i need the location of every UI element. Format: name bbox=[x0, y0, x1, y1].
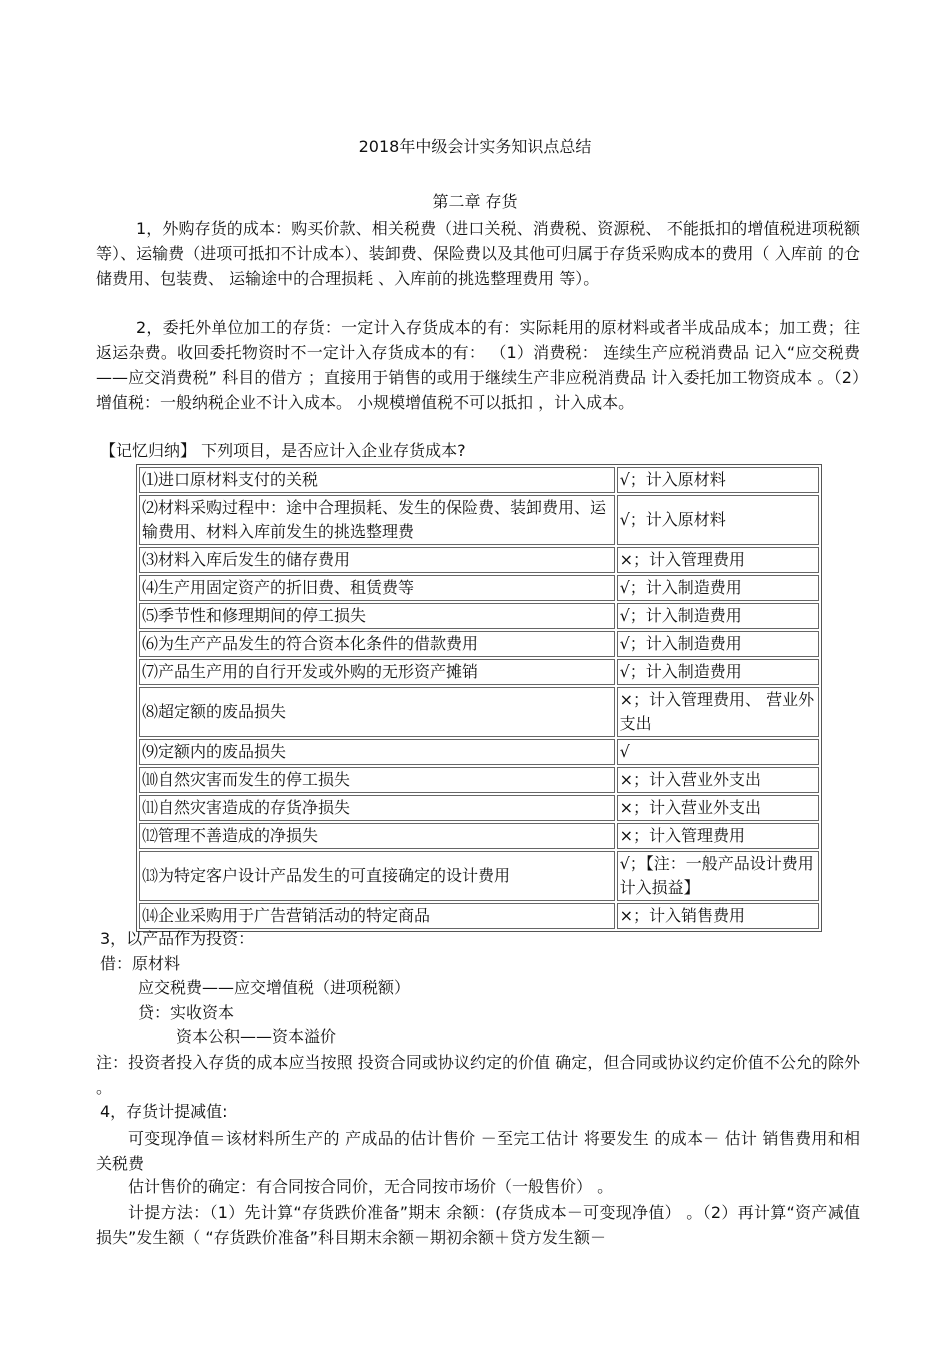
table-row bbox=[139, 903, 819, 929]
table-row bbox=[139, 795, 819, 821]
table-cell-result: √；计入制造费用 bbox=[617, 575, 819, 601]
table-row bbox=[139, 603, 819, 629]
table-row bbox=[139, 575, 819, 601]
section4-heading: 4，存货计提减值: bbox=[100, 1102, 228, 1121]
table-cell-item: ⒁企业采购用于广告营销活动的特定商品 bbox=[139, 903, 615, 929]
table-cell-result: ×；计入营业外支出 bbox=[617, 767, 819, 793]
paragraph-purchased-inventory-cost: 1，外购存货的成本：购买价款、相关税费（进口关税、消费税、资源税、 不能抵扣的增值税进项税额 等）、运输费（进项可抵扣不计成本）、装卸费、保险费以及其他可归属于存货采购成本的费用（ 入库前 的仓储费用、包装费、 运输途中的合理损耗 、入库前的挑选整理费用 等）。 bbox=[96, 219, 860, 288]
table-cell-item: ⑷生产用固定资产的折旧费、租赁费等 bbox=[139, 575, 615, 601]
journal-credit-line: 贷：实收资本 bbox=[138, 1003, 235, 1022]
table-cell-result: √ bbox=[617, 739, 819, 765]
inventory-cost-table bbox=[136, 464, 822, 932]
table-row bbox=[139, 659, 819, 685]
table-cell-item: ⑸季节性和修理期间的停工损失 bbox=[139, 603, 615, 629]
table-cell-item: ⒀为特定客户设计产品发生的可直接确定的设计费用 bbox=[139, 851, 615, 901]
table-cell-item: ⑼定额内的废品损失 bbox=[139, 739, 615, 765]
table-cell-item: ⑴进口原材料支付的关税 bbox=[139, 467, 615, 493]
table-row bbox=[139, 767, 819, 793]
table-cell-result: √；计入原材料 bbox=[617, 467, 819, 493]
table-cell-result: √；计入制造费用 bbox=[617, 659, 819, 685]
table-cell-result: ×；计入销售费用 bbox=[617, 903, 819, 929]
table-cell-item: ⑶材料入库后发生的储存费用 bbox=[139, 547, 615, 573]
table-row bbox=[139, 823, 819, 849]
table-cell-result: ×；计入管理费用、 营业外支出 bbox=[617, 687, 819, 737]
chapter-heading: 第二章 存货 bbox=[432, 192, 518, 211]
table-cell-item: ⑻超定额的废品损失 bbox=[139, 687, 615, 737]
document-title: 2018年中级会计实务知识点总结 bbox=[358, 137, 592, 156]
table-row bbox=[139, 851, 819, 901]
table-row bbox=[139, 687, 819, 737]
section3-note: 注：投资者投入存货的成本应当按照 投资合同或协议约定的价值 确定，但合同或协议约定价值不公允的除外 。 bbox=[96, 1053, 860, 1097]
table-cell-item: ⑺产品生产用的自行开发或外购的无形资产摊销 bbox=[139, 659, 615, 685]
net-realizable-value-formula: 可变现净值＝该材料所生产的 产成品的估计售价 －至完工估计 将要发生 的成本－ 估计 销售费用和相关税费 bbox=[96, 1129, 860, 1173]
table-cell-result: √；计入制造费用 bbox=[617, 603, 819, 629]
table-cell-item: ⑽自然灾害而发生的停工损失 bbox=[139, 767, 615, 793]
table-row bbox=[139, 547, 819, 573]
table-cell-item: ⑵材料采购过程中：途中合理损耗、发生的保险费、装卸费用、运输费用、材料入库前发生的挑选整理费 bbox=[139, 495, 615, 545]
table-cell-result: √；计入原材料 bbox=[617, 495, 819, 545]
table-cell-result: ×；计入营业外支出 bbox=[617, 795, 819, 821]
table-cell-item: ⑹为生产产品发生的符合资本化条件的借款费用 bbox=[139, 631, 615, 657]
table-cell-item: ⑿管理不善造成的净损失 bbox=[139, 823, 615, 849]
table-row bbox=[139, 467, 819, 493]
table-row bbox=[139, 739, 819, 765]
memory-heading: 【记忆归纳】 下列项目，是否应计入企业存货成本? bbox=[100, 441, 466, 460]
table-cell-result: ×；计入管理费用 bbox=[617, 547, 819, 573]
table-cell-result: √；【注：一般产品设计费用计入损益】 bbox=[617, 851, 819, 901]
estimated-price-rule: 估计售价的确定：有合同按合同价，无合同按市场价（一般售价） 。 bbox=[128, 1177, 614, 1196]
table-row bbox=[139, 495, 819, 545]
journal-credit-surplus-line: 资本公积——资本溢价 bbox=[176, 1027, 337, 1046]
table-cell-item: ⑾自然灾害造成的存货净损失 bbox=[139, 795, 615, 821]
table-row bbox=[139, 631, 819, 657]
journal-debit-line: 借：原材料 bbox=[100, 954, 181, 973]
journal-debit-tax-line: 应交税费——应交增值税（进项税额） bbox=[138, 978, 411, 997]
section3-heading: 3，以产品作为投资： bbox=[100, 929, 255, 948]
provision-method: 计提方法：（1）先计算“存货跌价准备”期末 余额：(存货成本－可变现净值） 。（2）再计算“资产减值损失”发生额（ “存货跌价准备”科目期末余额－期初余额＋贷方发生额－ bbox=[96, 1203, 860, 1247]
table-cell-result: √；计入制造费用 bbox=[617, 631, 819, 657]
paragraph-consigned-processing: 2，委托外单位加工的存货：一定计入存货成本的有：实际耗用的原材料或者半成品成本；加工费；往返运杂费。收回委托物资时不一定计入存货成本的有： （1）消费税： 连续生产应税消费品 记入“应交税费——应交消费税” 科目的借方 ；直接用于销售的或用于继续生产非应税消费品 计入委托加工物资成本 。（2）增值税：一般纳税企业不计入成本。 小规模增值税不可以抵扣 ，计入成本。 bbox=[96, 318, 860, 412]
table-cell-result: ×；计入管理费用 bbox=[617, 823, 819, 849]
